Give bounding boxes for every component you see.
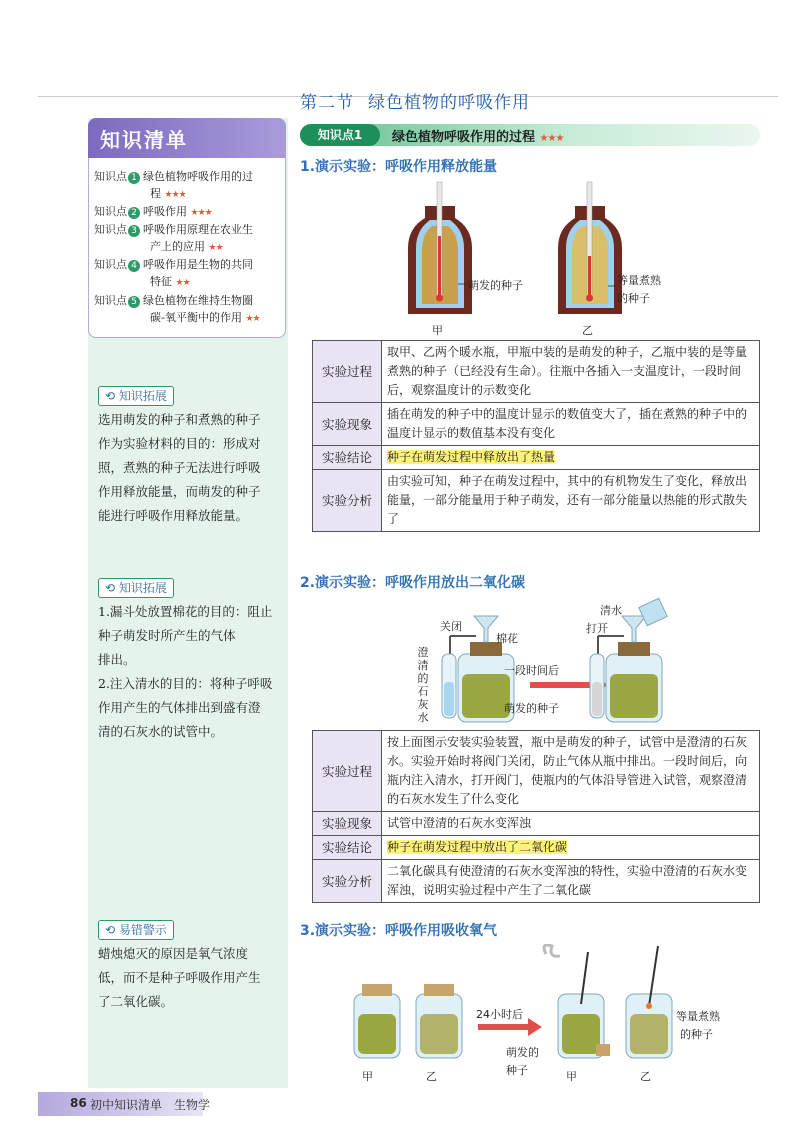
fig-label: 棉花 (496, 632, 518, 645)
table-row: 实验分析 由实验可知，种子在萌发过程中，其中的有机物发生了变化，释放出能量，一部分能量用于种子萌发，还有一部分能量以热能的形式散失了 (313, 470, 760, 532)
link-icon: ⟲ (105, 581, 119, 595)
thermos-jia (408, 182, 472, 314)
thermos-yi (558, 182, 622, 314)
fig-label: 的种子 (617, 292, 650, 305)
stars-rating: ★★ (245, 314, 260, 324)
jar-jia (354, 984, 400, 1058)
jar-yi (416, 984, 462, 1058)
fig-label-vertical: 澄 清 的 石 灰 水 (417, 646, 429, 724)
tip-text: 蜡烛熄灭的原因是氧气浓度 低，而不是种子呼吸作用产生 了二氧化碳。 (98, 946, 261, 1009)
thermos-figure (380, 176, 700, 336)
link-icon: ⟲ (105, 389, 119, 403)
knowledge-list-item: 知识点 1 绿色植物呼吸作用的过 程 ★★★ (94, 170, 253, 200)
table-row: 实验结论 种子在萌发过程中放出了二氧化碳 (313, 836, 760, 860)
section-number: 第二节 (300, 93, 354, 113)
fig-label: 萌发的 (506, 1046, 539, 1059)
table-row: 实验结论 种子在萌发过程中释放出了热量 (313, 446, 760, 470)
table-row: 实验过程 按上面图示安装实验装置，瓶中是萌发的种子，试管中是澄清的石灰水。实验开始时将阀门关闭，防止气体从瓶中排出。一段时间后，向瓶内注入清水，打开阀门，使瓶内的气体沿导管进入试管，观察澄清的石灰水发生了什么变化 (313, 731, 760, 812)
stars-rating: ★★★ (539, 133, 564, 144)
jar-yi-after (626, 946, 672, 1058)
fig-label: 清水 (600, 604, 622, 617)
knowledge-list-item: 知识点 3 呼吸作用原理在农业生 产上的应用 ★★ (94, 223, 253, 253)
tip-label-extension: ⟲ 知识拓展 (98, 578, 174, 598)
tip-label-warning: ⟲ 易错警示 (98, 920, 174, 940)
stars-rating: ★★★ (190, 208, 212, 218)
table-row: 实验分析 二氧化碳具有使澄清的石灰水变浑浊的特性，实验中澄清的石灰水变浑浊，说明实验过程中产生了二氧化碳 (313, 860, 760, 903)
exp2-table (312, 730, 760, 903)
stars-rating: ★★ (208, 243, 223, 253)
highlighted-conclusion: 种子在萌发过程中放出了二氧化碳 (387, 840, 568, 854)
knowledge-list-title: 知识清单 (100, 128, 188, 152)
stars-rating: ★★★ (164, 190, 186, 200)
tip-label-extension: ⟲ 知识拓展 (98, 386, 174, 406)
footer-title: 初中知识清单 生物学 (90, 1098, 211, 1112)
section-name: 绿色植物的呼吸作用 (368, 93, 530, 113)
number-badge: 3 (128, 225, 140, 237)
co2-figure (410, 596, 740, 726)
knowledge-point-title: 绿色植物呼吸作用的过程 ★★★ (392, 130, 564, 145)
page-number: 86 (70, 1096, 87, 1110)
fig-label: 等量煮熟 (617, 274, 661, 287)
exp2-heading: 2.演示实验：呼吸作用放出二氧化碳 (300, 575, 526, 591)
exp1-table (312, 340, 760, 532)
fig-label: 乙 (582, 324, 593, 337)
exp3-heading: 3.演示实验：呼吸作用吸收氧气 (300, 923, 498, 939)
fig-label: 关闭 (440, 620, 462, 633)
fig-label: 乙 (640, 1070, 651, 1083)
link-icon: ⟲ (105, 923, 119, 937)
table-row: 实验现象 试管中澄清的石灰水变浑浊 (313, 812, 760, 836)
number-badge: 1 (128, 172, 140, 184)
table-row: 实验过程 取甲、乙两个暖水瓶，甲瓶中装的是萌发的种子，乙瓶中装的是等量煮熟的种子（已经没有生命）。往瓶中各插入一支温度计，一段时间后，观察温度计的示数变化 (313, 341, 760, 403)
knowledge-list-item: 知识点 2 呼吸作用 ★★★ (94, 205, 212, 218)
tip-text: 选用萌发的种子和煮熟的种子 作为实验材料的目的：形成对 照，煮熟的种子无法进行呼吸 作用释放能量，而萌发的种子 能进行呼吸作用释放能量。 (98, 412, 261, 523)
fig-label: 萌发的种子 (468, 279, 523, 292)
knowledge-list-item: 知识点 5 绿色植物在维持生物圈 碳-氧平衡中的作用 ★★ (94, 294, 260, 324)
fig-label: 的种子 (680, 1028, 713, 1041)
number-badge: 2 (128, 207, 140, 219)
stars-rating: ★★ (175, 278, 190, 288)
fig-label: 等量煮熟 (676, 1010, 720, 1023)
fig-label: 打开 (586, 622, 608, 635)
knowledge-point-badge: 知识点1 (300, 124, 380, 146)
fig-label: 乙 (426, 1070, 437, 1083)
fig-label: 甲 (362, 1070, 373, 1083)
fig-label: 萌发的种子 (504, 702, 559, 715)
fig-label: 24小时后 (476, 1008, 523, 1021)
number-badge: 4 (128, 260, 140, 272)
highlighted-conclusion: 种子在萌发过程中释放出了热量 (387, 450, 556, 464)
fig-label: 一段时间后 (504, 664, 559, 677)
fig-label: 甲 (566, 1070, 577, 1083)
fig-label: 种子 (506, 1064, 528, 1077)
section-title (300, 88, 530, 113)
number-badge: 5 (128, 296, 140, 308)
fig-label: 甲 (432, 324, 443, 337)
knowledge-list-item: 知识点 4 呼吸作用是生物的共同 特征 ★★ (94, 258, 253, 288)
jar-jia-after (544, 945, 610, 1058)
table-row: 实验现象 插在萌发的种子中的温度计显示的数值变大了，插在煮熟的种子中的温度计显示的数值基本没有变化 (313, 403, 760, 446)
tip-text: 1.漏斗处放置棉花的目的：阻止 种子萌发时所产生的气体 排出。 2.注入清水的目的：将种子呼吸 作用产生的气体排出到盛有澄 清的石灰水的试管中。 (98, 604, 273, 739)
exp1-heading: 1.演示实验：呼吸作用释放能量 (300, 159, 498, 175)
